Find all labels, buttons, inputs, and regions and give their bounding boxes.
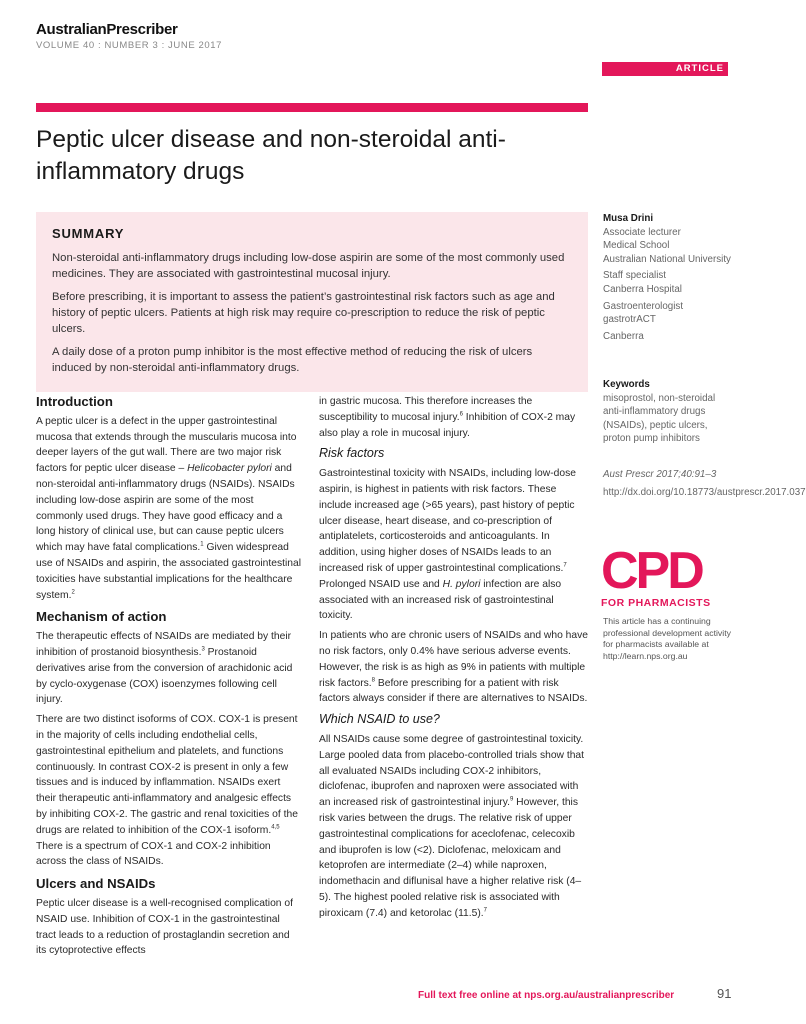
author-role: Staff specialist [603,270,666,282]
reference-marker[interactable]: 8 [371,677,375,684]
keywords-text: misoprostol, non-steroidal anti-inflammatory drugs (NSAIDs), peptic ulcers, proton pump inhibitors [603,392,716,445]
subheading-risk-factors: Risk factors [319,446,385,461]
reference-marker[interactable]: 7 [563,562,567,569]
author-role: Gastroenterologist [603,300,684,312]
article-tag: ARTICLE [602,62,728,76]
page-number: 91 [717,986,732,1001]
body-column-2 [319,394,589,926]
keywords-heading: Keywords [603,379,650,390]
body-paragraph: Peptic ulcer disease is a well-recognised complication of NSAID use. Inhibition of COX-1 in the gastrointestinal tract leads to a reduction of prostaglandin secretion and its cytoprotective effects [36,897,293,957]
author-name: Musa Drini [603,213,654,224]
summary-heading: SUMMARY [52,226,125,241]
issue-line: VOLUME 40 : NUMBER 3 : JUNE 2017 [36,40,223,51]
cpd-subtitle: FOR PHARMACISTS [601,597,711,609]
section-heading-ulcers: Ulcers and NSAIDs [36,876,156,892]
summary-paragraph-3: A daily dose of a proton pump inhibitor is the most effective method of reducing the risk of ulcers induced by non-steroidal anti-inflammatory drugs. [52,346,533,374]
article-title: Peptic ulcer disease and non-steroidal anti-inflammatory drugs [36,126,506,185]
body-paragraph: Gastrointestinal toxicity with NSAIDs, including low-dose aspirin, is highest in patients with risk factors. These include increased age (>65 years), past history of peptic ulcer disease, heart disease, and co-prescription of antiplatelets, corticosteroids and anticoagulants. In addition, using higher doses of NSAIDs leads to an increased risk of upper gastrointestinal complications.$^7$ Prolonged NSAID use and H. pylori infection are also associated with an increased risk of gastrointestinal toxicity. [319,468,576,622]
body-paragraph: There are two distinct isoforms of COX. COX-1 is present in the majority of cells including endothelial cells, gastrointestinal epithelium and platelets, and functions continuously. In contrast COX-2 is present in only a few tissues and is induced by inflammation. NSAIDs exert their therapeutic anti-inflammatory and analgesic effects by inhibiting COX-2. The gastric and renal toxicities of the drugs are related to inhibition of the COX-1 isoform.$^{4,5}$ There is a spectrum of COX-1 and COX-2 inhibition across the class of NSAIDs. [36,714,298,868]
reference-marker[interactable]: 7 [483,907,487,914]
cpd-logo-text: CPD [601,542,702,600]
body-paragraph: in gastric mucosa. This therefore increases the susceptibility to mucosal injury.$^6$ Inhibition of COX-2 may also play a role in mucosal injury. [319,396,576,439]
reference-marker[interactable]: 3 [201,646,205,653]
keywords [603,378,733,446]
reference-marker[interactable]: 4,5 [271,824,280,831]
section-heading-introduction: Introduction [36,394,113,409]
body-paragraph: A peptic ulcer is a defect in the upper gastrointestinal mucosa that extends through the muscularis mucosa into deeper layers of the gut wall. There are two major risk factors for peptic ulcer disease – Helicobacter pylori and non-steroidal anti-inflammatory drugs (NSAIDs). NSAIDs including low-dose aspirin are some of the most commonly used drugs. They have good efficacy and a long history of clinical use, but can cause peptic ulcers which may have fatal complications.$^1$ Given widespread use of NSAIDs and aspirin, the associated gastrointestinal toxicities have substantial implications for the healthcare system.$^2$ [36,415,302,601]
section-heading-mechanism: Mechanism of action [36,609,167,625]
summary-box [36,212,588,392]
body-paragraph: The therapeutic effects of NSAIDs are mediated by their inhibition of prostanoid biosynthesis.$^3$ Prostanoid derivatives arise from the conversion of arachidonic acid by cyclo-oxygenase (COX) isoenzymes following cell injury. [36,631,293,706]
summary-paragraph-1: Non-steroidal anti-inflammatory drugs including low-dose aspirin are some of the most commonly used medicines. They are associated with gastrointestinal mucosal injury. [52,252,565,280]
doi-link[interactable]: http://dx.doi.org/10.18773/austprescr.2017.037 [603,487,806,498]
reference-marker[interactable]: 9 [509,796,514,803]
journal-brand: AustralianPrescriber [36,21,178,38]
citation: Aust Prescr 2017;40:91–3 [603,469,717,480]
author-role: Associate lecturer [603,226,681,238]
author-role: gastrotrACT [603,314,656,326]
summary-paragraph-2: Before prescribing, it is important to assess the patient’s gastrointestinal risk factors such as age and history of peptic ulcers. Patients at high risk may require co-prescription to reduce the risk of peptic ulcers. [52,291,555,335]
author-role: Canberra Hospital [603,283,682,295]
author-role: Australian National University [603,253,731,265]
author-role: Medical School [603,240,670,252]
subheading-which-nsaid: Which NSAID to use? [319,712,440,727]
body-paragraph: In patients who are chronic users of NSAIDs and who have no risk factors, only 0.4% have serious adverse events. However, the risk is as high as 9% in patients with multiple risk factors.$^8$ Before prescribing for a patient with risk factors always consider if there are alternatives to NSAIDs. [319,630,589,705]
cpd-note: This article has a continuing professional development activity for pharmacists available at http://learn.nps.org.au [603,616,731,661]
cpd-logo [601,542,731,609]
masthead [36,22,222,51]
reference-marker[interactable]: 2 [71,589,75,596]
reference-marker[interactable]: 6 [459,411,463,418]
accent-bar [36,103,588,112]
reference-marker[interactable]: 1 [200,541,204,548]
body-column-1 [36,394,302,963]
author-role: Canberra [603,330,644,342]
body-paragraph: All NSAIDs cause some degree of gastrointestinal toxicity. Large pooled data from placebo-controlled trials show that all evaluated NSAIDs including COX-2 inhibitors, diclofenac, ibuprofen and naproxen were associated with an increased risk of gastrointestinal injury.$^9$ However, this risk varies between the drugs. The relative risk of upper gastrointestinal complications for aceclofenac, celecoxib and ibuprofen is low (<2). Diclofenac, meloxicam and ketoprofen are intermediate (2–4) while naproxen, indomethacin and diflunisal have a higher relative risk (4–5). The highest pooled relative risk is associated with piroxicam (7.4) and ketorolac (11.5).$^7$ [319,733,585,919]
footer-link[interactable]: Full text free online at nps.org.au/australianprescriber [418,990,675,1001]
author-info [603,212,733,346]
